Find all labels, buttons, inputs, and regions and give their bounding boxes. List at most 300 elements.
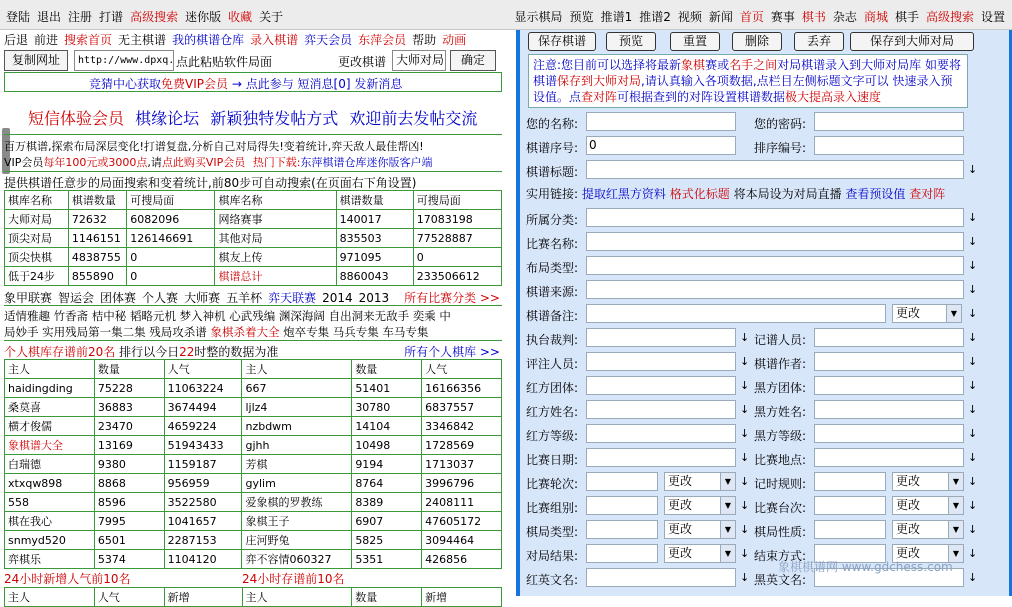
right-panel: [516, 30, 1012, 596]
view-presets-link[interactable]: 查看预设值: [845, 187, 906, 201]
nav-item[interactable]: 帮助: [412, 33, 437, 47]
field-label[interactable]: 比赛地点:: [754, 453, 807, 467]
column-header: 人气: [164, 360, 242, 379]
field-input[interactable]: [814, 496, 886, 515]
sort-number-input[interactable]: [814, 136, 964, 155]
top-menu-item[interactable]: 退出: [37, 10, 62, 24]
field-label[interactable]: 评注人员:: [526, 357, 579, 371]
table-row: [5, 436, 502, 455]
category-link[interactable]: 2013: [358, 291, 390, 305]
table-cell: 11063224: [164, 379, 242, 398]
table-header-row: [5, 191, 502, 210]
column-header: 棋库名称: [5, 191, 69, 210]
reset-button[interactable]: 重置: [670, 32, 720, 51]
ranking-title[interactable]: 个人棋库存谱前20名: [4, 345, 116, 359]
down-arrow-icon[interactable]: ↓: [740, 331, 750, 344]
field-input[interactable]: [814, 352, 964, 371]
select-value: 更改: [668, 498, 693, 512]
field-input[interactable]: [814, 400, 964, 419]
field-input[interactable]: [586, 208, 964, 227]
table-header-row: [5, 360, 502, 379]
top-menu-item[interactable]: 杂志: [832, 10, 857, 24]
field-input[interactable]: [814, 472, 886, 491]
field-label[interactable]: 比赛日期:: [526, 453, 579, 467]
field-label[interactable]: 棋谱作者:: [754, 357, 807, 371]
category-link[interactable]: 智运会: [58, 291, 95, 305]
field-input[interactable]: [586, 472, 658, 491]
field-label[interactable]: 红方姓名:: [526, 405, 579, 419]
change-select[interactable]: [664, 544, 736, 563]
table-cell: 126146691: [127, 229, 215, 248]
column-header: 棋库名称: [215, 191, 336, 210]
save-game-button[interactable]: 保存棋谱: [528, 32, 596, 51]
books-b[interactable]: 象棋杀着大全: [210, 325, 280, 339]
down-arrow-icon[interactable]: ↓: [968, 163, 978, 176]
change-select[interactable]: [892, 496, 964, 515]
vip-please: ,请: [147, 156, 162, 169]
table-cell[interactable]: 棋在我心: [5, 512, 95, 531]
select-value: 更改: [668, 474, 693, 488]
top-menu-bar: [0, 0, 1012, 30]
bottom-header-b[interactable]: [242, 570, 345, 587]
nav-item[interactable]: 录入棋谱: [250, 33, 299, 47]
field-label[interactable]: 比赛名称:: [526, 237, 579, 251]
table-cell: 5374: [94, 550, 164, 569]
vip-price: 每年100元或3000点: [43, 156, 148, 169]
field-input[interactable]: [586, 520, 658, 539]
change-select[interactable]: [664, 472, 736, 491]
table-row: [5, 210, 502, 229]
nav-item[interactable]: 后退: [4, 33, 29, 47]
top-menu-item[interactable]: 预览: [569, 10, 594, 24]
top-menu-item[interactable]: 迷你版: [185, 10, 222, 24]
chevron-down-icon[interactable]: ▼: [946, 305, 961, 322]
left-panel: [0, 30, 508, 604]
table-cell[interactable]: 桑莫喜: [5, 398, 95, 417]
top-menu-item[interactable]: 新闻: [708, 10, 733, 24]
field-label[interactable]: 比赛轮次:: [526, 477, 579, 491]
promo-vip-link[interactable]: 免费VIP会员: [161, 77, 229, 91]
change-select[interactable]: [892, 472, 964, 491]
confirm-button[interactable]: 确定: [450, 50, 496, 71]
table-cell[interactable]: 庄河野兔: [242, 531, 352, 550]
category-link[interactable]: 大师赛: [184, 291, 221, 305]
down-arrow-icon[interactable]: ↓: [740, 475, 750, 488]
field-label[interactable]: 记谱人员:: [754, 333, 807, 347]
category-link[interactable]: 团体赛: [100, 291, 137, 305]
field-label[interactable]: 黑方等级:: [754, 429, 807, 443]
client-download-link[interactable]: 东萍棋谱仓库迷你版客户端: [300, 156, 433, 169]
nav-item[interactable]: 动画: [442, 33, 467, 47]
field-label[interactable]: 布局类型:: [526, 261, 579, 275]
field-label[interactable]: 记时规则:: [754, 477, 807, 491]
game-seq-input[interactable]: 0: [586, 136, 736, 155]
nav-item[interactable]: 我的棋谱仓库: [172, 33, 245, 47]
field-input[interactable]: [586, 232, 964, 251]
field-label[interactable]: 所属分类:: [526, 213, 579, 227]
buy-vip-link[interactable]: 点此购买VIP会员: [161, 156, 246, 169]
field-label[interactable]: 棋局类型:: [526, 525, 579, 539]
notice-f: 如要将棋谱: [533, 58, 961, 88]
table-cell: 23470: [94, 417, 164, 436]
table-cell[interactable]: haidingding: [5, 379, 95, 398]
field-input[interactable]: [586, 256, 964, 275]
down-arrow-icon[interactable]: ↓: [968, 499, 978, 512]
table-cell[interactable]: nzbdwm: [242, 417, 352, 436]
field-input[interactable]: [814, 448, 964, 467]
table-row: [5, 550, 502, 569]
table-cell: 1159187: [164, 455, 242, 474]
delete-button[interactable]: 删除: [732, 32, 782, 51]
top-menu-item[interactable]: 设置: [980, 10, 1005, 24]
top-menu-item[interactable]: 登陆: [6, 10, 31, 24]
chevron-down-icon[interactable]: ▼: [720, 473, 735, 490]
field-label[interactable]: 黑英文名:: [754, 573, 807, 587]
chevron-down-icon[interactable]: ▼: [720, 497, 735, 514]
table-cell: 233506612: [413, 267, 501, 286]
field-input[interactable]: [586, 328, 736, 347]
top-menu-item[interactable]: 棋手: [894, 10, 919, 24]
table-cell[interactable]: gylim: [242, 474, 352, 493]
down-arrow-icon[interactable]: ↓: [740, 379, 750, 392]
table-cell[interactable]: 横才俊儒: [5, 417, 95, 436]
table-cell: 855890: [68, 267, 126, 286]
table-cell[interactable]: 顶尖快棋: [5, 248, 69, 267]
table-cell[interactable]: 象棋王子: [242, 512, 352, 531]
books-a[interactable]: 局妙手 实用残局第一集二集 残局攻杀谱: [4, 325, 207, 339]
table-cell: 426856: [422, 550, 502, 569]
table-row: [5, 398, 502, 417]
table-cell: 8860043: [336, 267, 413, 286]
ancient-books-line-1[interactable]: 适情雅趣 竹香斋 桔中秘 韬略元机 梦入神机 心武残编 渊深海阔 自出洞来无敌手 奕乘 中: [4, 309, 451, 323]
table-cell: 8389: [352, 493, 422, 512]
table-cell[interactable]: 其他对局: [215, 229, 336, 248]
top-menu-item[interactable]: 赛事: [770, 10, 795, 24]
table-row: [5, 379, 502, 398]
category-link[interactable]: 象甲联赛: [4, 291, 53, 305]
remark-input[interactable]: [586, 304, 886, 323]
notice-c: 赛或: [705, 58, 730, 72]
new-popular-title[interactable]: 24小时新增人气前10名: [4, 572, 131, 586]
table-row: [5, 248, 502, 267]
change-select[interactable]: [664, 520, 736, 539]
table-cell: 6082096: [127, 210, 215, 229]
field-label[interactable]: 比赛组别:: [526, 501, 579, 515]
field-input[interactable]: [586, 568, 736, 587]
table-cell: 3996796: [422, 474, 502, 493]
field-label[interactable]: 黑方团体:: [754, 381, 807, 395]
field-label[interactable]: 对局结果:: [526, 549, 579, 563]
saved-top-title[interactable]: 24小时存谱前10名: [242, 572, 345, 586]
chevron-down-icon[interactable]: ▼: [720, 545, 735, 562]
down-arrow-icon[interactable]: ↓: [968, 283, 978, 296]
save-to-master-button[interactable]: 保存到大师对局: [850, 32, 974, 51]
field-label[interactable]: 红英文名:: [526, 573, 579, 587]
ancient-books-line-2: [4, 324, 428, 340]
column-header: 主人: [242, 588, 352, 607]
chevron-down-icon[interactable]: ▼: [948, 521, 963, 538]
intro-line-2: [4, 154, 433, 170]
table-cell: 2408111: [422, 493, 502, 512]
top-menu-item[interactable]: 高级搜索: [925, 10, 974, 24]
top-menu-item[interactable]: 商城: [863, 10, 888, 24]
chevron-down-icon[interactable]: ▼: [948, 473, 963, 490]
table-cell[interactable]: 网络赛事: [215, 210, 336, 229]
table-cell[interactable]: 低于24步: [5, 267, 69, 286]
category-link[interactable]: 五羊杯: [226, 291, 263, 305]
all-personal-libs-text[interactable]: 所有个人棋库 >>: [404, 345, 500, 359]
change-select[interactable]: [664, 496, 736, 515]
down-arrow-icon[interactable]: ↓: [740, 355, 750, 368]
table-row: [5, 267, 502, 286]
table-cell: 72632: [68, 210, 126, 229]
field-label[interactable]: 棋局性质:: [754, 525, 807, 539]
table-cell: 16166356: [422, 379, 502, 398]
down-arrow-icon[interactable]: ↓: [968, 235, 978, 248]
table-cell: 8764: [352, 474, 422, 493]
table-cell: 1713037: [422, 455, 502, 474]
field-label[interactable]: 结束方式:: [754, 549, 807, 563]
table-cell[interactable]: 棋谱总计: [215, 267, 336, 286]
table-cell[interactable]: 顶尖对局: [5, 229, 69, 248]
down-arrow-icon[interactable]: ↓: [968, 211, 978, 224]
category-link[interactable]: 弈天联赛: [268, 291, 317, 305]
top-menu-item[interactable]: 棋书: [801, 10, 826, 24]
column-header: 新增: [164, 588, 242, 607]
table-row: [5, 455, 502, 474]
promo-box: [4, 72, 502, 92]
bottom-header-a[interactable]: [4, 570, 131, 587]
field-input[interactable]: [814, 520, 886, 539]
nav-item[interactable]: 前进: [34, 33, 59, 47]
notice-l: 极大提高录入速度: [785, 90, 882, 104]
table-cell[interactable]: snmyd520: [5, 531, 95, 550]
field-input[interactable]: [586, 352, 736, 371]
down-arrow-icon[interactable]: ↓: [968, 547, 978, 560]
notice-b: 象棋: [681, 58, 706, 72]
table-cell[interactable]: 558: [5, 493, 95, 512]
top-menu-item[interactable]: 打谱: [99, 10, 124, 24]
table-cell[interactable]: 爱象棋的罗教练: [242, 493, 352, 512]
promo-a[interactable]: 竞猜中心获取: [89, 77, 162, 91]
tools-label: 实用链接:: [526, 187, 579, 201]
table-cell: 8868: [94, 474, 164, 493]
nav-item[interactable]: 搜索首页: [64, 33, 113, 47]
format-title-link[interactable]: 格式化标题: [669, 187, 730, 201]
banner-forum-link[interactable]: 棋缘论坛: [135, 109, 200, 128]
vip-label: VIP会员: [4, 156, 44, 169]
notice-d: 名手之间: [729, 58, 778, 72]
table-cell: 4659224: [164, 417, 242, 436]
all-personal-libs-link[interactable]: [404, 343, 500, 360]
ranking-d: 时整的数据为准: [194, 345, 279, 359]
new-message-link[interactable]: 发新消息: [354, 77, 403, 91]
all-categories-text[interactable]: 所有比赛分类 >>: [404, 291, 500, 305]
down-arrow-icon[interactable]: ↓: [968, 307, 978, 320]
library-table: [4, 190, 502, 286]
field-label[interactable]: 黑方姓名:: [754, 405, 807, 419]
url-input[interactable]: http://www.dpxq.: [74, 50, 174, 71]
table-cell: 0: [127, 267, 215, 286]
db-select[interactable]: 大师对局: [392, 50, 446, 71]
down-arrow-icon[interactable]: ↓: [740, 523, 750, 536]
game-title-input[interactable]: [586, 160, 964, 179]
table-cell[interactable]: 弈棋乐: [5, 550, 95, 569]
category-link[interactable]: 个人赛: [142, 291, 179, 305]
top-menu-item[interactable]: 收藏: [228, 10, 253, 24]
down-arrow-icon[interactable]: ↓: [740, 451, 750, 464]
top-menu-item[interactable]: 注册: [68, 10, 93, 24]
table-cell: 10498: [352, 436, 422, 455]
notice-h: ,请认真输入各项数据,点栏目左侧标题文字可以: [641, 74, 889, 88]
table-cell: 0: [127, 248, 215, 267]
change-db-label: 更改棋谱: [338, 55, 387, 69]
table-row: [5, 531, 502, 550]
extract-players-link[interactable]: 提取红黑方资料: [581, 187, 666, 201]
nav-item[interactable]: 无主棋谱: [118, 33, 167, 47]
table-cell[interactable]: gjhh: [242, 436, 352, 455]
nav-item[interactable]: 东萍会员: [358, 33, 407, 47]
down-arrow-icon[interactable]: ↓: [968, 355, 978, 368]
books-c[interactable]: 炮卒专集 马兵专集 车马专集: [283, 325, 429, 339]
chevron-down-icon[interactable]: ▼: [948, 497, 963, 514]
field-label[interactable]: 棋谱来源:: [526, 285, 579, 299]
discard-button[interactable]: 丢弃: [794, 32, 844, 51]
table-cell[interactable]: 667: [242, 379, 352, 398]
down-arrow-icon[interactable]: ↓: [740, 571, 750, 584]
table-cell[interactable]: 象棋谱大全: [5, 436, 95, 455]
down-arrow-icon[interactable]: ↓: [968, 331, 978, 344]
field-label[interactable]: 比赛台次:: [754, 501, 807, 515]
table-row: [5, 493, 502, 512]
down-arrow-icon[interactable]: ↓: [740, 427, 750, 440]
set-live-link[interactable]: 将本局设为对局直播: [733, 187, 842, 201]
watermark: 象棋棋谱网 www.gdchess.com: [778, 560, 953, 574]
table-cell[interactable]: ljlz4: [242, 398, 352, 417]
preview-button[interactable]: 预览: [606, 32, 656, 51]
top-menu-item[interactable]: 视频: [677, 10, 702, 24]
table-cell[interactable]: 大师对局: [5, 210, 69, 229]
your-name-input[interactable]: [586, 112, 736, 131]
column-header: 人气: [94, 588, 164, 607]
column-header: 新增: [422, 588, 502, 607]
copy-url-button[interactable]: 复制网址: [4, 50, 68, 71]
down-arrow-icon[interactable]: ↓: [740, 403, 750, 416]
your-password-input[interactable]: [814, 112, 964, 131]
promo-join-link[interactable]: → 点此参与: [231, 77, 294, 91]
table-cell: 51401: [352, 379, 422, 398]
table-header-row: [5, 588, 502, 607]
field-label[interactable]: 红方等级:: [526, 429, 579, 443]
paste-hint-link[interactable]: 点此粘贴软件局面: [176, 55, 273, 69]
game-title-label[interactable]: 棋谱标题:: [526, 165, 579, 179]
table-cell: 1104120: [164, 550, 242, 569]
down-arrow-icon[interactable]: ↓: [968, 571, 978, 584]
down-arrow-icon[interactable]: ↓: [968, 523, 978, 536]
top-menu-item[interactable]: 关于: [259, 10, 284, 24]
notice-j[interactable]: 查对阵: [581, 90, 618, 104]
field-label[interactable]: 执台裁判:: [526, 333, 579, 347]
table-cell: 3674494: [164, 398, 242, 417]
table-cell[interactable]: 棋友上传: [215, 248, 336, 267]
top-menu-item[interactable]: 显示棋局: [514, 10, 563, 24]
column-header: 棋谱数量: [68, 191, 126, 210]
field-input[interactable]: [586, 424, 736, 443]
nav-item[interactable]: 弈天会员: [304, 33, 353, 47]
banner-sms-link[interactable]: 短信体验会员: [28, 109, 125, 128]
table-cell: 8596: [94, 493, 164, 512]
down-arrow-icon[interactable]: ↓: [968, 451, 978, 464]
chevron-down-icon[interactable]: ▼: [948, 545, 963, 562]
all-categories-link[interactable]: [404, 289, 500, 306]
table-cell: 0: [413, 248, 501, 267]
table-cell: 75228: [94, 379, 164, 398]
notice-k: 可根据查到的对阵设置棋谱数据: [617, 90, 786, 104]
field-input[interactable]: [586, 496, 658, 515]
personal-library-table: [4, 359, 502, 569]
change-select[interactable]: [892, 520, 964, 539]
remark-change-select[interactable]: [892, 304, 962, 323]
top-menu-item[interactable]: 推谱1: [600, 10, 633, 24]
top-menu-item[interactable]: 推谱2: [639, 10, 671, 24]
check-pairings-link[interactable]: 查对阵: [909, 187, 946, 201]
intro-line-3: 提供棋谱任意步的局面搜索和变着统计,前80步可自动搜索(在页面右下角设置): [4, 176, 417, 190]
ranking-hour: 22: [179, 345, 195, 359]
down-arrow-icon[interactable]: ↓: [740, 547, 750, 560]
down-arrow-icon[interactable]: ↓: [968, 427, 978, 440]
sort-number-label: 排序编号:: [754, 141, 807, 155]
down-arrow-icon[interactable]: ↓: [968, 475, 978, 488]
top-menu-item[interactable]: 高级搜索: [130, 10, 179, 24]
field-input[interactable]: [814, 328, 964, 347]
down-arrow-icon[interactable]: ↓: [968, 403, 978, 416]
down-arrow-icon[interactable]: ↓: [968, 259, 978, 272]
field-input[interactable]: [586, 400, 736, 419]
table-row: [5, 417, 502, 436]
field-input[interactable]: [814, 424, 964, 443]
down-arrow-icon[interactable]: ↓: [968, 379, 978, 392]
field-input[interactable]: [814, 376, 964, 395]
field-label[interactable]: 红方团体:: [526, 381, 579, 395]
column-header: 人气: [422, 360, 502, 379]
table-cell[interactable]: 弈不容情060327: [242, 550, 352, 569]
table-cell[interactable]: xtxqw898: [5, 474, 95, 493]
table-cell: 835503: [336, 229, 413, 248]
table-cell[interactable]: 白瑞德: [5, 455, 95, 474]
select-value: 更改: [896, 498, 921, 512]
table-cell: 6501: [94, 531, 164, 550]
table-cell: 6907: [352, 512, 422, 531]
remark-label[interactable]: 棋谱备注:: [526, 309, 579, 323]
banner: [28, 106, 477, 129]
top-menu-item[interactable]: 首页: [739, 10, 764, 24]
down-arrow-icon[interactable]: ↓: [740, 499, 750, 512]
table-cell: 14104: [352, 417, 422, 436]
category-link[interactable]: 2014: [322, 291, 353, 305]
messages-link[interactable]: 短消息[0]: [297, 77, 351, 91]
banner-c[interactable]: 新颖独特发帖方式: [210, 109, 339, 128]
field-input[interactable]: [586, 544, 658, 563]
column-header: 可搜局面: [413, 191, 501, 210]
divider: [4, 305, 502, 306]
table-cell[interactable]: 芳棋: [242, 455, 352, 474]
banner-d[interactable]: 欢迎前去发帖交流: [349, 109, 478, 128]
chevron-down-icon[interactable]: ▼: [720, 521, 735, 538]
field-input[interactable]: [586, 376, 736, 395]
field-input[interactable]: [586, 280, 964, 299]
field-input[interactable]: [586, 448, 736, 467]
category-row: [4, 289, 395, 306]
